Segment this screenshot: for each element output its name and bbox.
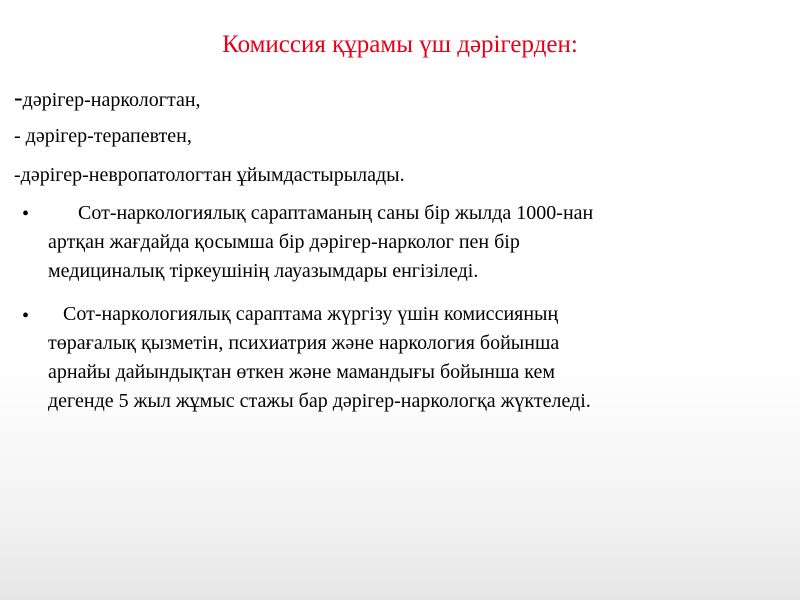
bullet-icon: • [22, 305, 30, 327]
list-item-text: дәрігер-терапевтен, [20, 125, 192, 147]
list-item-text: дәрігер-невропатологтан ұйымдастырылады. [20, 164, 405, 186]
paragraph-line: медициналық тіркеушінің лауазымдары енгізіледі. [48, 260, 479, 282]
list-item-narcologist [14, 83, 201, 112]
dash-marker: - [14, 83, 23, 112]
dash-marker: - [14, 164, 21, 186]
list-item-text: дәрігер-наркологтан, [22, 89, 201, 111]
paragraph-line: төрағалық қызметін, психиатрия және наркология бойынша [48, 332, 560, 354]
paragraph-line: Сот-наркологиялық сараптама жүргізу үшін комиссияның [48, 303, 559, 325]
slide-title: Комиссия құрамы үш дәрігерден: [222, 31, 578, 58]
paragraph-line: артқан жағдайда қосымша бір дәрігер-нарколог пен бір [48, 231, 520, 253]
paragraph-line: арнайы дайындықтан өткен және мамандығы бойынша кем [48, 361, 556, 383]
list-item-therapist [14, 124, 192, 148]
bullet-paragraph-commission-chair [48, 300, 788, 416]
list-item-neuropathologist [14, 163, 405, 187]
dash-marker: - [14, 125, 21, 147]
bullet-icon: • [22, 203, 30, 225]
paragraph-line: Сот-наркологиялық сараптаманың саны бір жылда 1000-нан [48, 202, 594, 224]
bullet-paragraph-expertise-count [48, 199, 788, 286]
paragraph-line: дегенде 5 жыл жұмыс стажы бар дәрігер-наркологқа жүктеледі. [48, 390, 591, 412]
